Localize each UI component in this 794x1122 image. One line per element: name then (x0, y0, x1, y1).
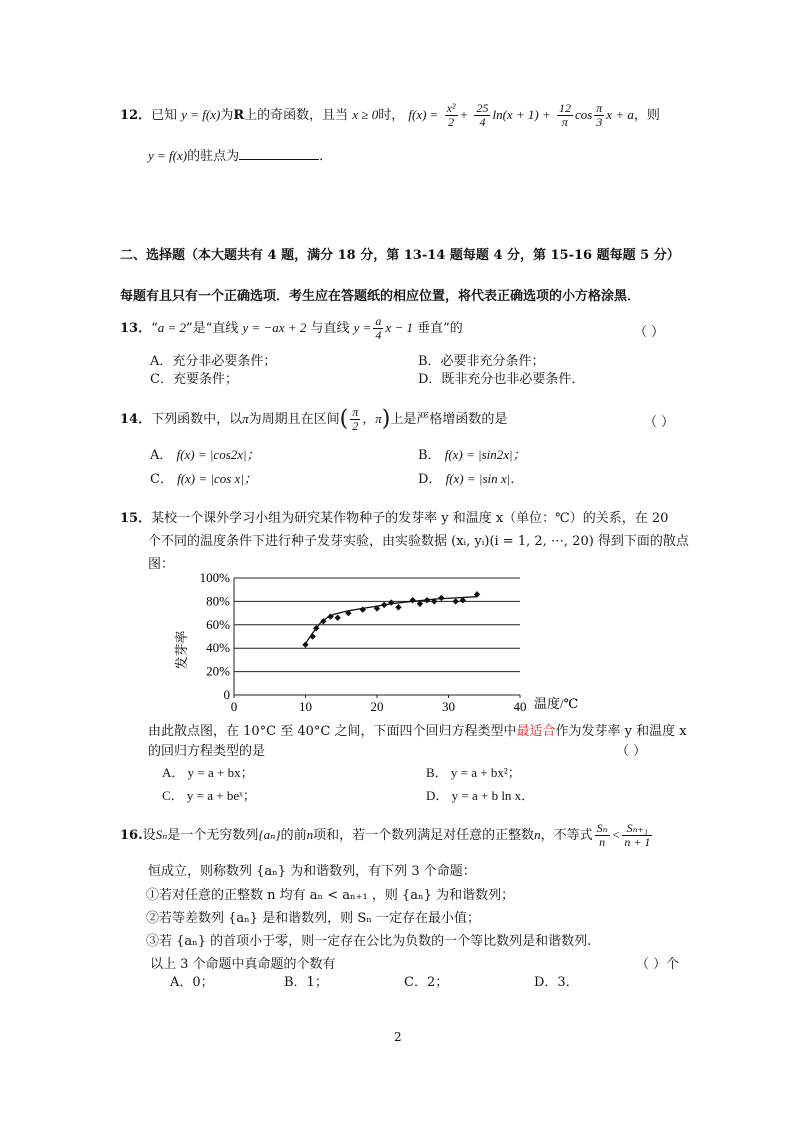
q12-period: ． (319, 149, 333, 164)
q14-interval-close: ) (381, 406, 391, 432)
q16-frac2: $\frac{\text{Sₙ₊₁}}{n + 1}$ (624, 821, 651, 849)
chart-data-point (452, 598, 458, 604)
q14-text-a: 下列函数中，以 (151, 412, 243, 427)
q14-interval-tail: ，π (362, 411, 382, 426)
q14-interval: ( (339, 406, 349, 432)
q14-text-c: 上是严格增函数的是 (390, 412, 508, 427)
chart-y-tick-label: 80% (206, 593, 230, 609)
q16-line1: 16.设Sₙ是一个无穷数列{aₙ}的前n项和，若一个数列满足对任意的正整数n，不等式 $\frac{\text{Sₙ}}{n}$ < $\frac{\text{Sₙ₊₁}}{n + 1}$ (120, 821, 651, 849)
chart-points (302, 591, 480, 648)
q15-line1 (120, 507, 668, 526)
q12-line2 (148, 145, 332, 164)
q13-text-b: ”是“直线 (186, 321, 239, 336)
q13-option-d[interactable]: D．既非充分也非必要条件． (418, 372, 585, 387)
q12-math2: x ≥ 0 (352, 107, 379, 122)
q13-number: 13． (120, 321, 152, 336)
q12-text2: 为 (220, 108, 234, 123)
q13-math3a: y = (353, 320, 372, 335)
q16-proposition-2: ②若等差数列 {aₙ} 是和谐数列，则 Sₙ 一定存在最小值； (146, 911, 480, 926)
q13-answer-paren[interactable]: （ ） (634, 325, 665, 340)
q12-frac1: $\frac{\text{x²}}{2}$ (446, 101, 456, 129)
chart-data-point (395, 604, 401, 610)
chart-x-tick-label: 20 (370, 699, 384, 714)
q12-math3: f(x) = (408, 107, 439, 122)
q15-line3: 图： (148, 557, 175, 572)
q12-text4: 时， (378, 108, 405, 123)
q13-text-d: 垂直”的 (417, 321, 463, 336)
q14-pi: π (242, 411, 249, 426)
q12-ln: ln(x + 1) + (492, 107, 551, 122)
q15-after-line2: 的回归方程类型的是 (148, 744, 266, 759)
q12-frac4: $\frac{\pi}{3}$ (596, 101, 603, 129)
q15-option-b[interactable]: B． y = a + bx²； (426, 765, 521, 780)
chart-x-axis-label: 温度/℃ (534, 696, 579, 711)
q12-answer-blank[interactable] (239, 147, 319, 160)
chart-data-point (410, 597, 416, 603)
page-number: 2 (394, 1030, 402, 1044)
q12-text5: ，则 (633, 108, 660, 123)
q13-stem (120, 314, 463, 342)
q14-text-b: 为周期且在区间 (248, 412, 340, 427)
q15-option-a[interactable]: A． y = a + bx； (162, 765, 254, 780)
q12-tail: x + a (606, 107, 634, 122)
chart-data-point (309, 633, 315, 639)
chart-x-tick-label: 0 (230, 699, 238, 714)
q12-line1 (120, 100, 660, 130)
chart-x-tick-label: 40 (513, 699, 527, 714)
q16-proposition-3: ③若 {aₙ} 的首项小于零，则一定存在公比为负数的一个等比数列是和谐数列. (146, 934, 592, 949)
chart-data-point (424, 597, 430, 603)
q12-frac2: $\frac{25}{4}$ (476, 101, 489, 129)
q12-line2-math: y = f(x) (148, 148, 188, 163)
q12-text1: 已知 (151, 108, 178, 123)
q16-proposition-1: ①若对任意的正整数 n 均有 aₙ < aₙ₊₁ ，则 {aₙ} 为和谐数列； (146, 888, 515, 903)
q13-math2: y = −ax + 2 (242, 320, 307, 335)
q12-cos: cos (574, 107, 593, 122)
chart-y-tick-label: 0 (223, 687, 230, 702)
chart-data-point (438, 595, 444, 601)
q15-after-line1: 由此散点图，在 10°C 至 40°C 之间，下面四个回归方程类型中最适合作为发芽率 y 和温度 x (148, 724, 687, 739)
q16-frac1: $\frac{\text{Sₙ}}{n}$ (596, 821, 608, 849)
scatter-chart (170, 568, 610, 718)
q13-math3b: x − 1 (385, 320, 413, 335)
q16-line6: 以上 3 个命题中真命题的个数有 (150, 957, 336, 972)
section2-heading: 二、选择题（本大题共有 4 题，满分 18 分，第 13-14 题每题 4 分，第 15-16 题每题 5 分） (120, 248, 680, 263)
section2-instructions: 每题有且只有一个正确选项．考生应在答题纸的相应位置，将代表正确选项的小方格涂黑． (120, 289, 641, 304)
q13-option-c[interactable]: C．充要条件； (150, 372, 238, 387)
q14-stem (120, 404, 507, 434)
q16-option-d[interactable]: D．3． (534, 975, 579, 990)
q15-number: 15． (120, 511, 152, 526)
chart-y-axis-label: 发芽率 (174, 630, 189, 670)
chart-data-point (334, 615, 340, 621)
q15-highlight: 最适合 (516, 724, 556, 739)
q14-option-d[interactable]: D． f(x) = |sin x|． (418, 471, 524, 487)
q12-frac3: $\frac{12}{\pi}$ (558, 101, 571, 129)
q13-frac: $\frac{a}{4}$ (375, 314, 382, 342)
chart-data-point (381, 602, 387, 608)
q14-number: 14． (120, 412, 152, 427)
q13-option-a[interactable]: A．充分非必要条件； (150, 354, 277, 369)
q16-answer-paren[interactable]: （ ）个 (636, 957, 680, 972)
q16-number: 16. (120, 828, 143, 843)
q12-number: 12． (120, 108, 152, 123)
q14-option-a[interactable]: A． f(x) = |cos2x|； (150, 447, 260, 463)
q14-option-b[interactable]: B． f(x) = |sin2x|； (418, 447, 526, 463)
q13-option-b[interactable]: B．必要非充分条件； (418, 354, 545, 369)
q15-line2: 个不同的温度条件下进行种子发芽实验，由实验数据 (xᵢ, yᵢ)(i = 1, 2, ⋯, 20) 得到下面的散点 (148, 534, 689, 549)
q16-line2: 恒成立，则称数列 {aₙ} 为和谐数列，有下列 3 个命题： (148, 864, 476, 879)
q12-plus: + (459, 107, 469, 122)
q15-answer-paren[interactable]: （ ） (616, 744, 647, 759)
chart-data-point (388, 599, 394, 605)
chart-y-tick-label: 20% (206, 663, 230, 679)
q13-text-c: 与直线 (310, 321, 350, 336)
q14-answer-paren[interactable]: （ ） (644, 415, 675, 430)
q16-option-b[interactable]: B．1； (284, 975, 328, 990)
q14-option-c[interactable]: C． f(x) = |cos x|； (150, 471, 257, 487)
chart-y-tick-label: 40% (206, 640, 230, 656)
chart-y-tick-label: 60% (206, 616, 230, 632)
chart-data-point (302, 641, 308, 647)
q12-math1: y = f(x) (181, 107, 221, 122)
chart-data-point (360, 606, 366, 612)
q14-interval-frac: $\frac{\pi}{2}$ (352, 405, 359, 433)
q12-R: R (233, 108, 245, 123)
chart-x-tick-label: 10 (299, 699, 312, 714)
q12-line2-text: 的驻点为 (187, 149, 240, 164)
q15-text-line1: 某校一个课外学习小组为研究某作物种子的发芽率 y 和温度 x（单位：℃）的关系，在 20 (151, 511, 669, 526)
q16-option-a[interactable]: A．0； (170, 975, 214, 990)
q13-math1: a = 2 (157, 320, 187, 335)
q16-option-c[interactable]: C．2； (404, 975, 449, 990)
q12-text3: 上的奇函数，且当 (244, 108, 349, 123)
q13-quote: “ (151, 321, 158, 336)
q15-option-d[interactable]: D． y = a + b ln x． (426, 788, 535, 803)
chart-x-tick-label: 30 (442, 699, 455, 714)
q15-option-c[interactable]: C． y = a + beˣ； (162, 788, 256, 803)
chart-y-tick-label: 100% (199, 570, 230, 585)
